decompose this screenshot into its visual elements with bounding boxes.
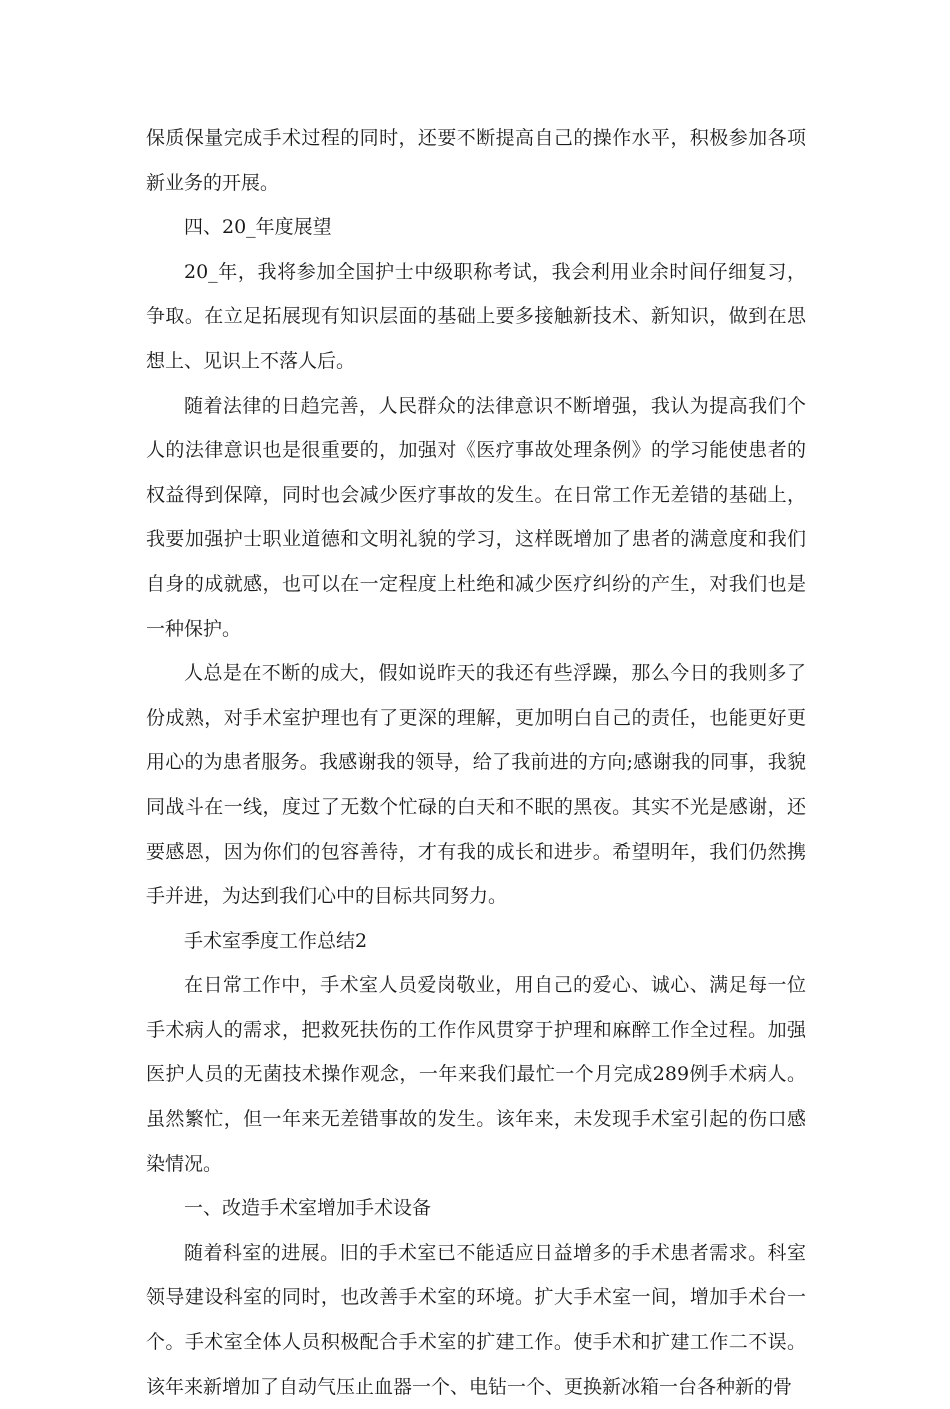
paragraph-continuation: 保质保量完成手术过程的同时，还要不断提高自己的操作水平，积极参加各项新业务的开展。 xyxy=(146,127,806,194)
paragraph-legal-awareness: 随着法律的日趋完善，人民群众的法律意识不断增强，我认为提高我们个人的法律意识也是很重要的，加强对《医疗事故处理条例》的学习能使患者的权益得到保障，同时也会减少医疗事故的发生。在日常工作无差错的基础上，我要加强护士职业道德和文明礼貌的学习，这样既增加了患者的满意度和我们自身的成就感，也可以在一定程度上杜绝和减少医疗纠纷的产生，对我们也是一种保护。 xyxy=(146,394,806,640)
document-body xyxy=(146,116,806,1409)
paragraph-daily-work: 在日常工作中，手术室人员爱岗敬业，用自己的爱心、诚心、满足每一位手术病人的需求，把救死扶伤的工作作风贯穿于护理和麻醉工作全过程。加强医护人员的无菌技术操作观念，一年来我们最忙一个月完成289例手术病人。虽然繁忙，但一年来无差错事故的发生。该年来，未发现手术室引起的伤口感染情况。 xyxy=(146,974,806,1175)
paragraph-renovation-details: 随着科室的进展。旧的手术室已不能适应日益增多的手术患者需求。科室领导建设科室的同时，也改善手术室的环境。扩大手术室一间，增加手术台一个。手术室全体人员积极配合手术室的扩建工作。使手术和扩建工作二不误。该年来新增加了自动气压止血器一个、电钻一个、更换新冰箱一台各种新的骨 xyxy=(146,1241,806,1398)
section-heading-renovation: 一、改造手术室增加手术设备 xyxy=(184,1197,432,1220)
section-heading-summary-2: 手术室季度工作总结2 xyxy=(184,929,368,952)
paragraph-exam-plan: 20_年，我将参加全国护士中级职称考试，我会利用业余时间仔细复习，争取。在立足拓展现有知识层面的基础上要多接触新技术、新知识，做到在思想上、见识上不落人后。 xyxy=(146,260,806,372)
paragraph-growth-thanks: 人总是在不断的成大，假如说昨天的我还有些浮躁，那么今日的我则多了份成熟，对手术室护理也有了更深的理解，更加明白自己的责任，也能更好更用心的为患者服务。我感谢我的领导，给了我前进的方向;感谢我的同事，我貌同战斗在一线，度过了无数个忙碌的白天和不眠的黑夜。其实不光是感谢，还要感恩，因为你们的包容善待，才有我的成长和进步。希望明年，我们仍然携手并进，为达到我们心中的目标共同努力。 xyxy=(146,662,806,908)
section-heading-outlook: 四、20_年度展望 xyxy=(184,216,332,239)
